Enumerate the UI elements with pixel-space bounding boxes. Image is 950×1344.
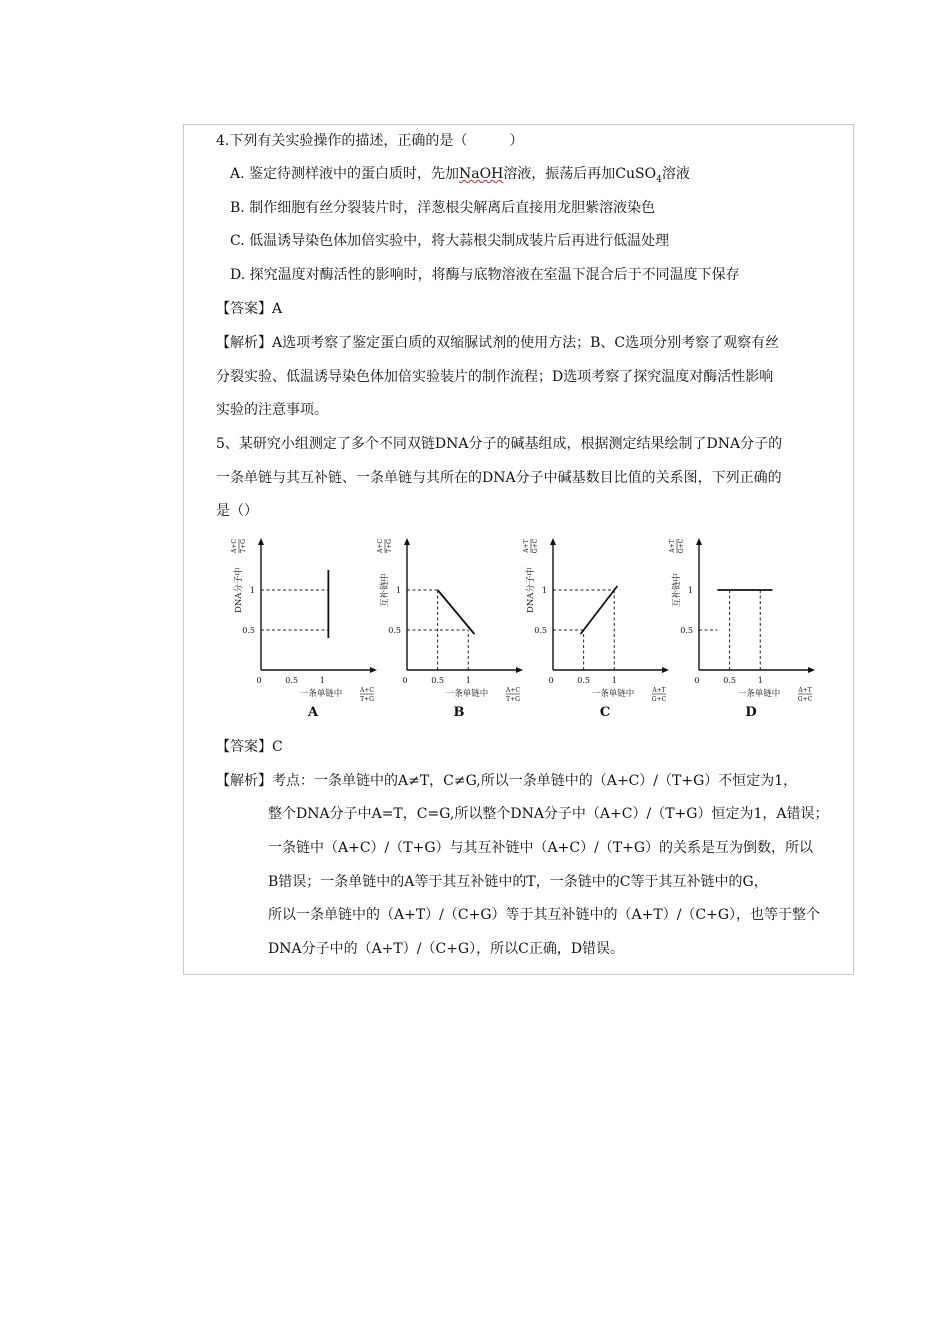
chart-a-x-arrow [370,667,377,673]
q5-analysis-line-4: B错误；一条单链中的A等于其互补链中的T，一条链中的C等于其互补链中的G， [268,874,768,890]
chart-d-y-arrow [696,538,702,545]
chart-c-panel-label: C [599,705,611,720]
q5-stem-line-3: 是（） [216,503,258,519]
q5-charts [205,538,815,728]
chart-b-origin-label: 0 [402,676,408,685]
chart-a-x-ratio-num: A+C [360,687,374,694]
q4-stem: 4.下列有关实验操作的描述，正确的是（ ） [216,133,524,149]
chart-b-y-arrow [404,538,410,545]
chart-d-y-ratio-den: G+C [678,538,685,554]
chart-c-x-arrow [662,667,669,673]
chart-b-x-tick-label: 1 [465,676,471,685]
chart-d-x-arrow [808,667,815,673]
chart-b-y-ratio-num: A+C [377,539,384,553]
chart-b-y-ratio-den: T+G [386,539,393,553]
chart-b-panel-label: B [453,705,465,720]
q4-option-b: B. 制作细胞有丝分裂装片时，洋葱根尖解离后直接用龙胆紫溶液染色 [230,200,656,216]
chart-b-x-label: 一条单链中 [445,689,489,699]
chart-a-y-arrow [258,538,264,545]
q5-answer: 【答案】C [216,739,283,755]
q4-option-a-sub: 4 [656,174,662,185]
q5-stem-line-2: 一条单链与其互补链、一条单链与其所在的DNA分子中碱基数目比值的关系图，下列正确的 [216,470,782,486]
q4-option-a-naoh: NaOH [459,166,504,182]
chart-b-x-tick-label: 0.5 [431,676,444,685]
q5-stem-line-1: 5、某研究小组测定了多个不同双链DNA分子的碱基组成，根据测定结果绘制了DNA分子的 [216,436,783,452]
q4-option-a-pre: A. 鉴定待测样液中的蛋白质时，先加 [230,166,460,182]
q4-option-a [230,164,690,190]
chart-c-y-ratio-num: A+T [523,539,530,553]
chart-a-y-tick-label: 0.5 [242,626,255,635]
chart-d-y-tick-label: 0.5 [680,626,693,635]
chart-a-y-tick-label: 1 [249,586,255,595]
q4-analysis-line-3: 实验的注意事项。 [216,402,328,418]
chart-c-x-ratio-num: A+T [652,687,666,694]
chart-a-x-tick-label: 1 [319,676,325,685]
chart-a-x-label: 一条单链中 [299,689,343,699]
chart-b-series-line [438,590,475,634]
chart-c-x-tick-label: 0.5 [577,676,590,685]
chart-b-x-arrow [516,667,523,673]
chart-c-x-ratio-den: G+C [651,696,667,703]
chart-c-y-tick-label: 0.5 [534,626,547,635]
q4-analysis-line-1: 【解析】A选项考察了鉴定蛋白质的双缩脲试剂的使用方法；B、C选项分别考察了观察有丝 [216,335,780,351]
chart-c-y-ratio-den: G+C [532,538,539,554]
q5-analysis-line-3: 一条链中（A+C）/（T+G）与其互补链中（A+C）/（T+G）的关系是互为倒数，所以 [268,840,814,856]
chart-a-y-label: DNA分子中 [234,567,244,613]
chart-a-x-tick-label: 0.5 [285,676,298,685]
chart-d-x-tick-label: 1 [757,676,763,685]
chart-b-y-tick-label: 0.5 [388,626,401,635]
chart-c-series-line [581,586,618,634]
chart-d-y-ratio-num: A+T [669,539,676,553]
chart-d-y-label: 互补链中 [672,572,682,608]
chart-d-x-label: 一条单链中 [737,689,781,699]
chart-c-y-tick-label: 1 [541,586,547,595]
chart-a-panel-label: A [307,705,319,720]
chart-a-y-ratio-den: T+G [240,539,247,553]
q5-analysis-line-1: 【解析】考点：一条单链中的A≠T，C≠G,所以一条单链中的（A+C）/（T+G）不恒定为1， [216,773,798,789]
chart-a-x-ratio-den: T+G [360,696,374,703]
q4-option-a-post: 溶液 [661,166,690,182]
q4-option-d: D. 探究温度对酶活性的影响时，将酶与底物溶液在室温下混合后于不同温度下保存 [230,267,740,283]
q4-analysis-line-2: 分裂实验、低温诱导染色体加倍实验装片的制作流程；D选项考察了探究温度对酶活性影响 [216,369,774,385]
chart-d-x-ratio-den: G+C [797,696,813,703]
q5-analysis-line-6: DNA分子中的（A+T）/（C+G），所以C正确，D错误。 [268,941,625,957]
chart-b-y-label: 互补链中 [380,572,390,608]
chart-c-origin-label: 0 [548,676,554,685]
chart-d-panel-label: D [745,705,757,720]
chart-a-y-ratio-num: A+C [231,539,238,553]
chart-c-x-label: 一条单链中 [591,689,635,699]
chart-c-y-label: DNA分子中 [526,567,536,613]
chart-d-origin-label: 0 [694,676,700,685]
chart-b-x-ratio-num: A+C [506,687,520,694]
q5-analysis-line-2: 整个DNA分子中A=T，C=G,所以整个DNA分子中（A+C）/（T+G）恒定为1，A错误； [268,806,829,822]
chart-b-x-ratio-den: T+G [506,696,520,703]
q4-answer: 【答案】A [216,301,283,317]
chart-c-x-tick-label: 1 [611,676,617,685]
q5-analysis-line-5: 所以一条单链中的（A+T）/（C+G）等于其互补链中的（A+T）/（C+G），也等于整个 [268,907,821,923]
chart-d-x-ratio-num: A+T [798,687,812,694]
chart-c-y-arrow [550,538,556,545]
chart-a-origin-label: 0 [256,676,262,685]
q4-option-a-mid: 溶液，振荡后再加CuSO [503,166,657,182]
chart-b-y-tick-label: 1 [395,586,401,595]
chart-d-y-tick-label: 1 [687,586,693,595]
q4-option-c: C. 低温诱导染色体加倍实验中，将大蒜根尖制成装片后再进行低温处理 [230,233,670,249]
chart-d-x-tick-label: 0.5 [723,676,736,685]
